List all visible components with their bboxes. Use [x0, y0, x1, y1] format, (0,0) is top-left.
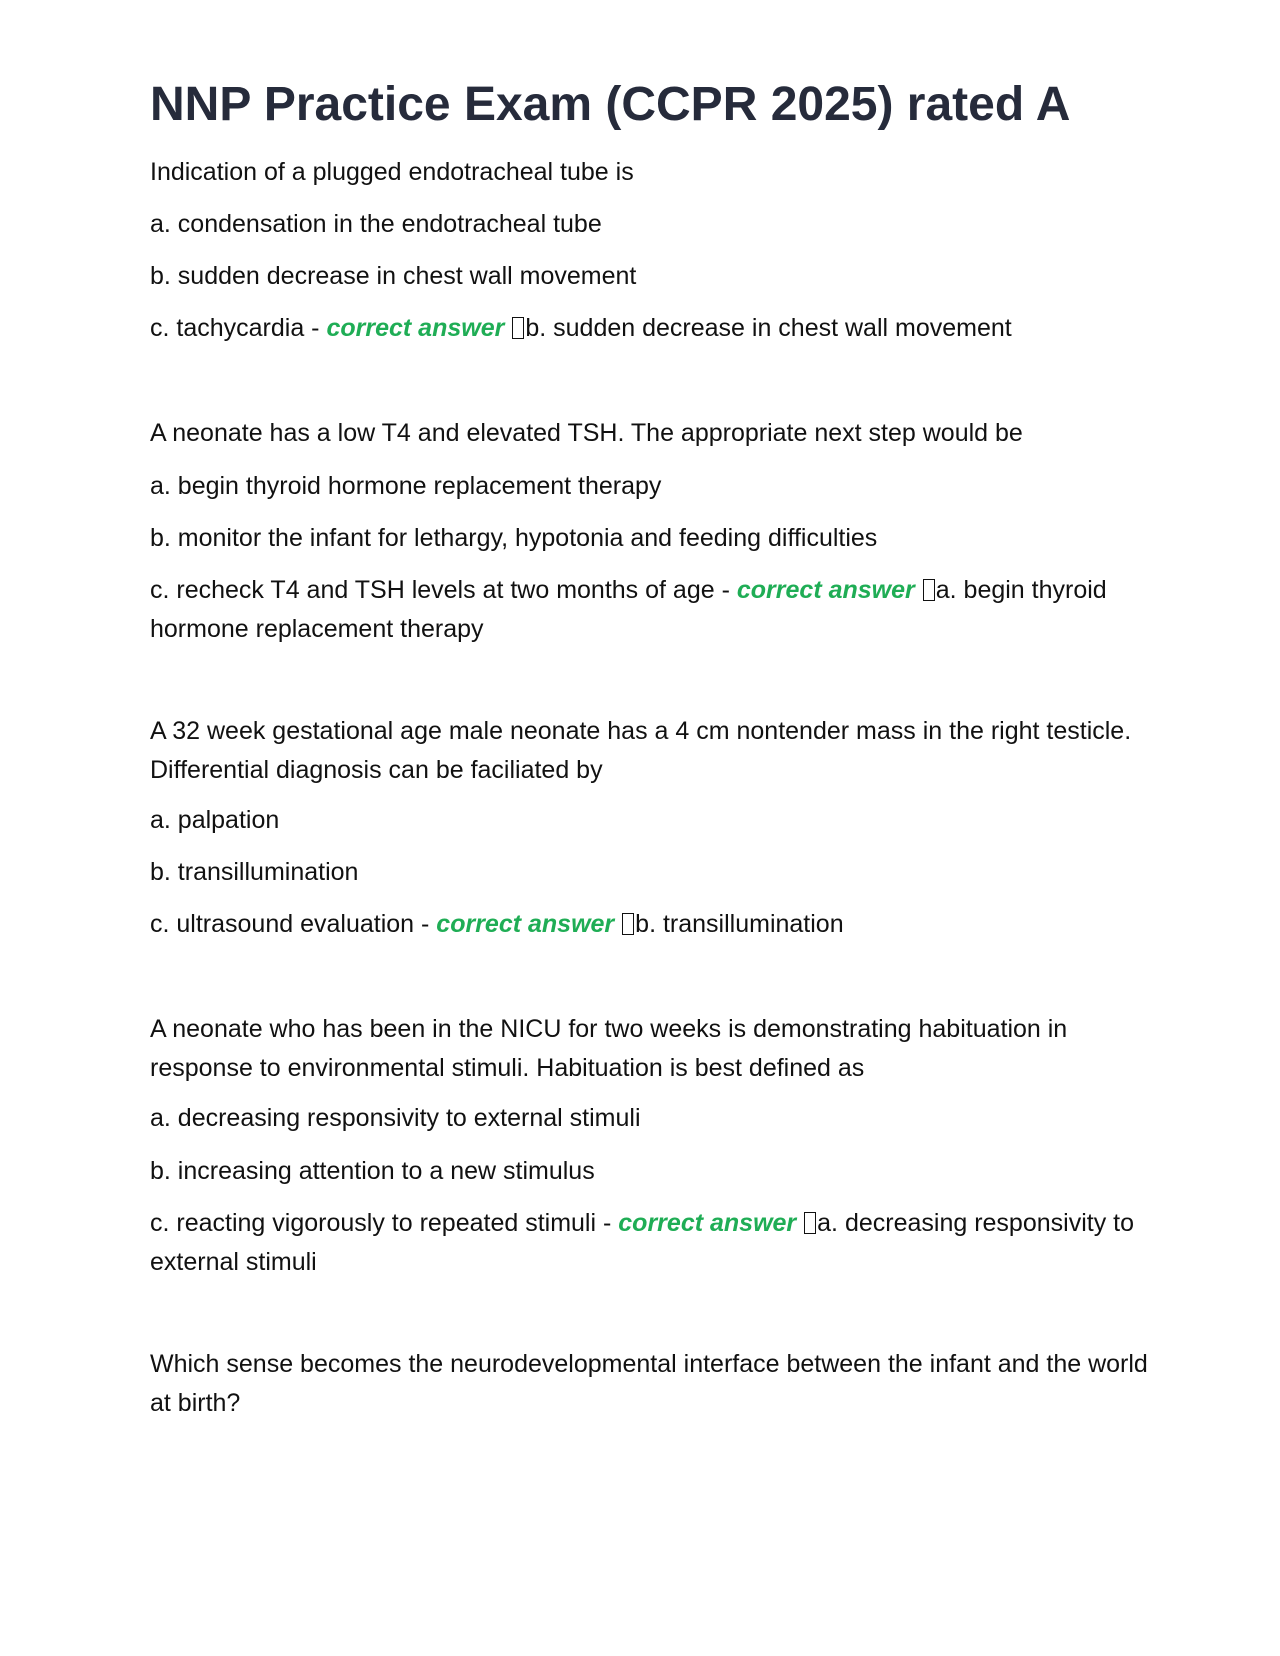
question-4-option-b: b. increasing attention to a new stimulus: [150, 1157, 595, 1185]
question-3-option-c: [150, 905, 1150, 944]
question-2-option-a: a. begin thyroid hormone replacement therapy: [150, 472, 662, 500]
question-4-option-a: a. decreasing responsivity to external stimuli: [150, 1104, 641, 1132]
missing-glyph-icon: [512, 317, 524, 339]
document-title: NNP Practice Exam (CCPR 2025) rated A: [150, 78, 1071, 131]
question-3-option-b: b. transillumination: [150, 858, 359, 886]
correct-answer-label: correct answer: [736, 576, 915, 604]
correct-answer-label: correct answer: [618, 1209, 797, 1237]
option-text: c. reacting vigorously to repeated stimuli -: [150, 1209, 612, 1237]
question-3-stem: A 32 week gestational age male neonate has a 4 cm nontender mass in the right testicle. Differential diagnosis can be faciliated by: [150, 717, 1132, 784]
question-1-stem: Indication of a plugged endotracheal tube is: [150, 158, 634, 186]
question-4-option-c: [150, 1204, 1150, 1282]
missing-glyph-icon: [804, 1212, 816, 1234]
correct-answer-label: correct answer: [436, 910, 615, 938]
answer-text: b. transillumination: [635, 910, 844, 938]
question-2-option-c: [150, 571, 1150, 649]
question-2-option-b: b. monitor the infant for lethargy, hypotonia and feeding difficulties: [150, 524, 878, 552]
option-text: c. recheck T4 and TSH levels at two months of age -: [150, 576, 730, 604]
question-4-stem: A neonate who has been in the NICU for two weeks is demonstrating habituation in response to environmental stimuli. Habituation is best defined as: [150, 1015, 1068, 1082]
question-2-stem: A neonate has a low T4 and elevated TSH. The appropriate next step would be: [150, 419, 1023, 447]
missing-glyph-icon: [622, 913, 634, 935]
question-5-stem: Which sense becomes the neurodevelopmental interface between the infant and the world at birth?: [150, 1350, 1148, 1417]
option-text: c. ultrasound evaluation -: [150, 910, 430, 938]
question-1-option-b: b. sudden decrease in chest wall movement: [150, 262, 637, 290]
question-1-option-a: a. condensation in the endotracheal tube: [150, 210, 602, 238]
answer-text: b. sudden decrease in chest wall movement: [525, 314, 1012, 342]
missing-glyph-icon: [923, 579, 935, 601]
correct-answer-label: correct answer: [326, 314, 505, 342]
question-1-option-c: [150, 309, 1150, 348]
answer-text: a. decreasing responsivity to external stimuli: [150, 1209, 1134, 1276]
option-text: c. tachycardia -: [150, 314, 320, 342]
question-3-option-a: a. palpation: [150, 806, 280, 834]
answer-text: a. begin thyroid hormone replacement therapy: [150, 576, 1107, 643]
